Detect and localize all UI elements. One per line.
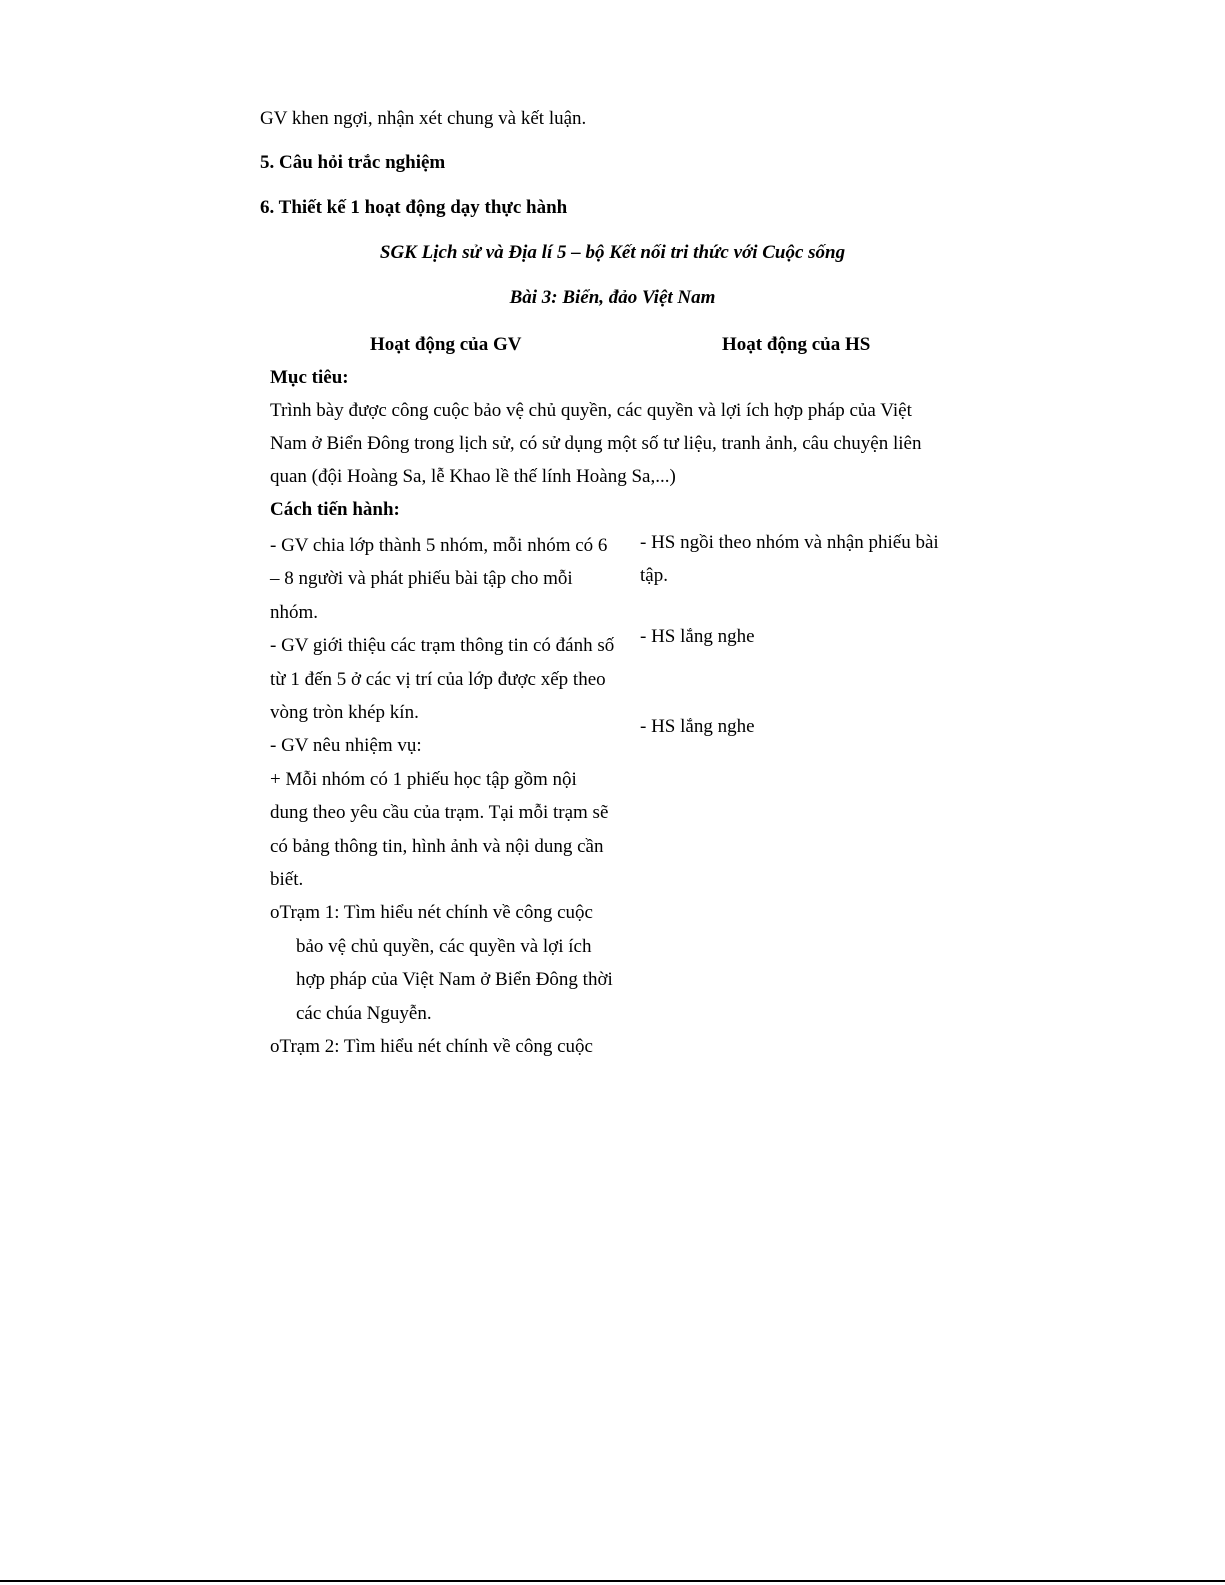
gv-line: oTrạm 1: Tìm hiểu nét chính về công cuộc (270, 902, 593, 924)
hs-column-header: Hoạt động của HS (722, 334, 871, 355)
heading-5: 5. Câu hỏi trắc nghiệm (260, 152, 446, 173)
gv-line: - GV chia lớp thành 5 nhóm, mỗi nhóm có 6 (270, 535, 608, 556)
gv-column-header: Hoạt động của GV (370, 334, 522, 355)
gv-line: + Mỗi nhóm có 1 phiếu học tập gồm nội (270, 768, 577, 790)
gv-line: các chúa Nguyễn. (296, 1002, 432, 1024)
page-bottom-rule (0, 1580, 1225, 1582)
objective-line-1: Trình bày được công cuộc bảo vệ chủ quyền, các quyền và lợi ích hợp pháp của Việt (270, 400, 912, 421)
heading-6: 6. Thiết kế 1 hoạt động dạy thực hành (260, 197, 568, 218)
gv-line: biết. (270, 869, 304, 891)
gv-line: có bảng thông tin, hình ảnh và nội dung cần (270, 835, 604, 857)
method-label: Cách tiến hành: (270, 499, 400, 520)
hs-line-2: tập. (640, 565, 668, 586)
subtitle-lesson: Bài 3: Biển, đảo Việt Nam (509, 287, 716, 308)
hs-line-4: - HS lắng nghe (640, 716, 755, 737)
gv-line: nhóm. (270, 601, 319, 623)
objective-line-3: quan (đội Hoàng Sa, lễ Khao lề thế lính Hoàng Sa,...) (270, 466, 676, 487)
subtitle-textbook: SGK Lịch sử và Địa lí 5 – bộ Kết nối tri thức với Cuộc sống (379, 242, 846, 263)
gv-line: dung theo yêu cầu của trạm. Tại mỗi trạm sẽ (270, 802, 609, 824)
gv-line: hợp pháp của Việt Nam ở Biển Đông thời (296, 969, 613, 991)
gv-line: bảo vệ chủ quyền, các quyền và lợi ích (296, 935, 592, 957)
gv-activity-column (270, 529, 630, 1064)
gv-line: – 8 người và phát phiếu bài tập cho mỗi (270, 568, 573, 590)
intro-line: GV khen ngợi, nhận xét chung và kết luận. (260, 108, 587, 129)
gv-line: vòng tròn khép kín. (270, 702, 419, 724)
hs-line-3: - HS lắng nghe (640, 626, 755, 647)
gv-line: - GV giới thiệu các trạm thông tin có đánh số (270, 635, 615, 657)
gv-line: - GV nêu nhiệm vụ: (270, 735, 422, 757)
hs-line-1: - HS ngồi theo nhóm và nhận phiếu bài (640, 532, 939, 553)
objective-label: Mục tiêu: (270, 367, 349, 388)
gv-line: từ 1 đến 5 ở các vị trí của lớp được xếp theo (270, 668, 606, 690)
objective-line-2: Nam ở Biển Đông trong lịch sử, có sử dụng một số tư liệu, tranh ảnh, câu chuyện liên (270, 433, 922, 454)
gv-line: oTrạm 2: Tìm hiểu nét chính về công cuộc (270, 1036, 593, 1058)
